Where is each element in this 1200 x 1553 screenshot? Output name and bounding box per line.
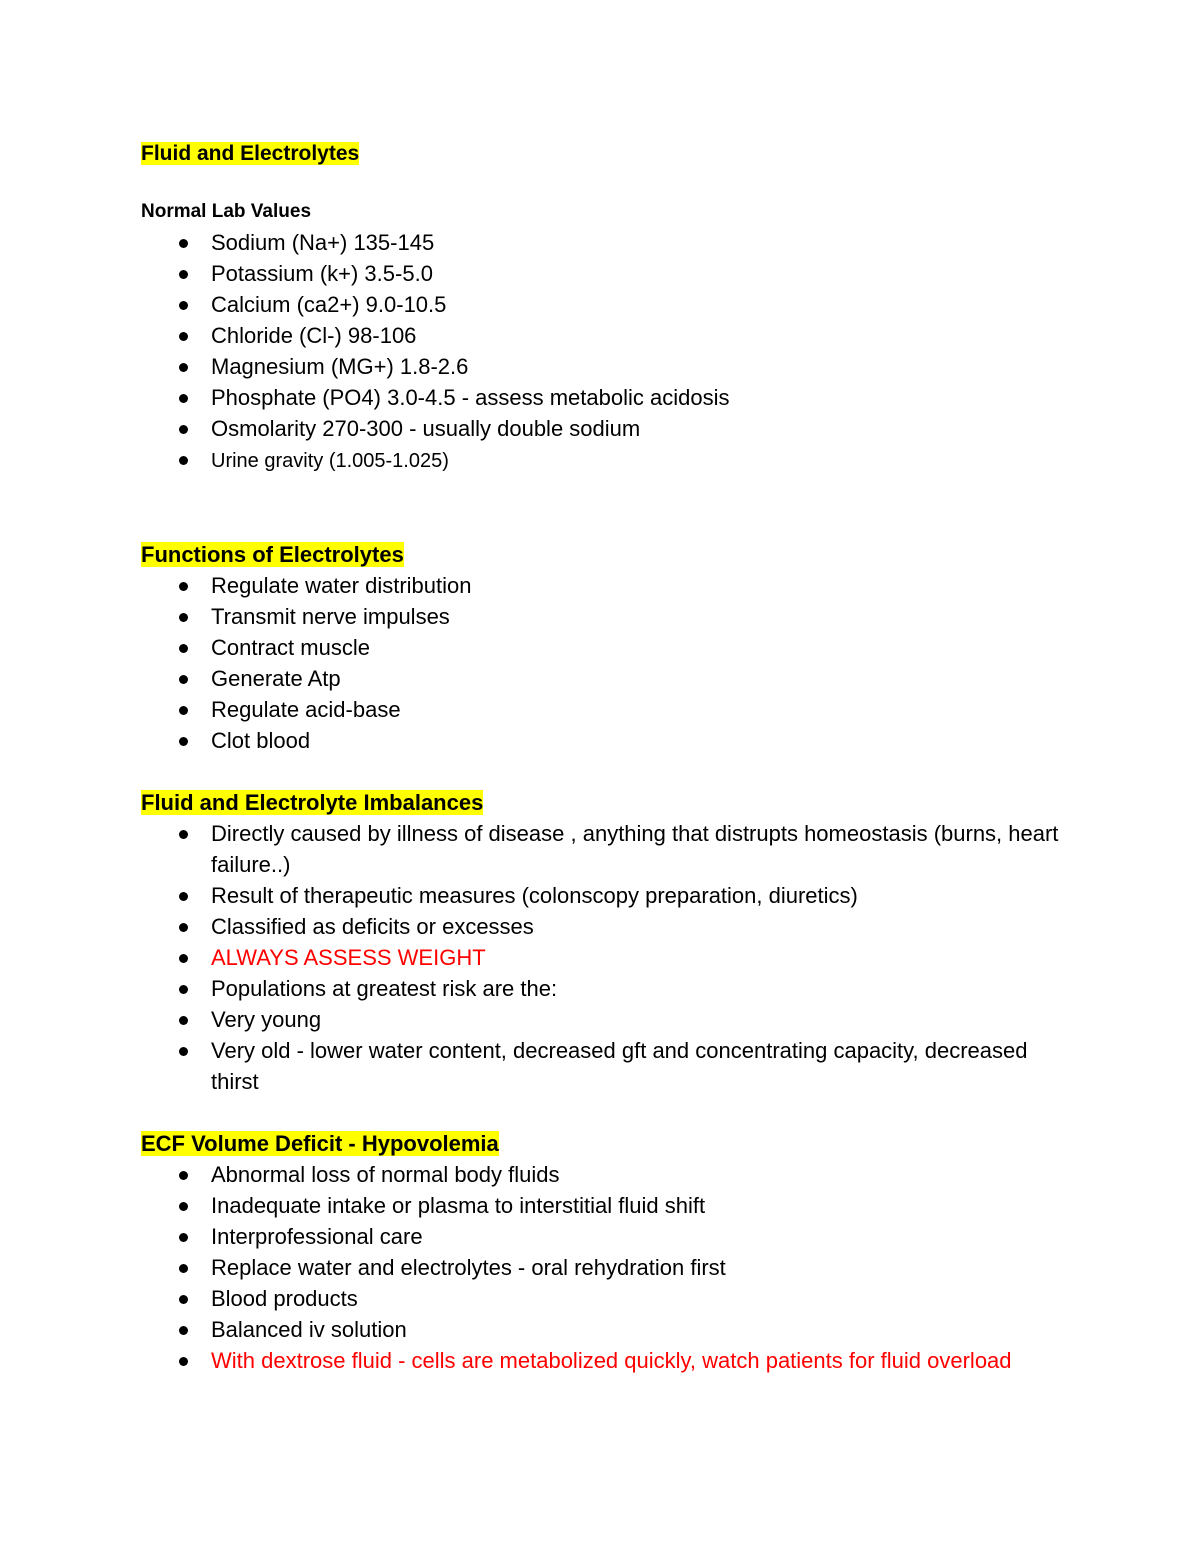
list-item-text: Blood products	[211, 1286, 358, 1311]
list-item	[141, 320, 1081, 351]
bullet-icon	[179, 270, 188, 279]
list-item-text: ALWAYS ASSESS WEIGHT	[211, 945, 486, 970]
functions-heading	[141, 539, 1081, 570]
bullet-icon	[179, 425, 188, 434]
spacer	[141, 477, 1081, 539]
bullet-icon	[179, 239, 188, 248]
list-item	[141, 1283, 1081, 1314]
list-item-text: Clot blood	[211, 728, 311, 753]
list-item-text: Inadequate intake or plasma to interstitial fluid shift	[211, 1193, 706, 1218]
bullet-icon	[179, 675, 188, 684]
list-item	[141, 1252, 1081, 1283]
list-item	[141, 1345, 1081, 1376]
list-item-text: Sodium (Na+) 135-145	[211, 230, 435, 255]
bullet-icon	[179, 923, 188, 932]
hypovolemia-heading-text: ECF Volume Deficit - Hypovolemia	[141, 1131, 499, 1156]
list-item-text: Directly caused by illness of disease , anything that distrupts homeostasis (burns, heart failure..)	[211, 821, 1059, 877]
bullet-icon	[179, 1016, 188, 1025]
lab-values-list	[141, 227, 1081, 477]
list-item	[141, 601, 1081, 632]
bullet-icon	[179, 706, 188, 715]
list-item	[141, 632, 1081, 663]
list-item-text: Very young	[211, 1007, 322, 1032]
list-item	[141, 973, 1081, 1004]
bullet-icon	[179, 332, 188, 341]
list-item-text: Osmolarity 270-300 - usually double sodium	[211, 416, 641, 441]
bullet-icon	[179, 456, 188, 465]
bullet-icon	[179, 985, 188, 994]
bullet-icon	[179, 301, 188, 310]
list-item	[141, 1159, 1081, 1190]
bullet-icon	[179, 394, 188, 403]
list-item-text: Transmit nerve impulses	[211, 604, 450, 629]
list-item-text: Classified as deficits or excesses	[211, 914, 534, 939]
spacer	[141, 1097, 1081, 1128]
list-item	[141, 382, 1081, 413]
list-item	[141, 351, 1081, 382]
list-item-text: Regulate water distribution	[211, 573, 472, 598]
list-item-text: Magnesium (MG+) 1.8-2.6	[211, 354, 469, 379]
imbalances-list	[141, 818, 1081, 1097]
list-item	[141, 570, 1081, 601]
list-item	[141, 818, 1081, 880]
document-page	[141, 138, 1081, 1376]
lab-values-heading: Normal Lab Values	[141, 201, 312, 222]
list-item	[141, 1004, 1081, 1035]
list-item-text: Contract muscle	[211, 635, 370, 660]
list-item	[141, 1314, 1081, 1345]
bullet-icon	[179, 1326, 188, 1335]
bullet-icon	[179, 737, 188, 746]
document-title-text: Fluid and Electrolytes	[141, 142, 360, 165]
bullet-icon	[179, 613, 188, 622]
list-item	[141, 663, 1081, 694]
list-item-text: Result of therapeutic measures (colonscopy preparation, diuretics)	[211, 883, 858, 908]
list-item-text: Interprofessional care	[211, 1224, 423, 1249]
bullet-icon	[179, 830, 188, 839]
list-item-text: Phosphate (PO4) 3.0-4.5 - assess metabolic acidosis	[211, 385, 730, 410]
list-item-text: Generate Atp	[211, 666, 341, 691]
list-item-text: Balanced iv solution	[211, 1317, 407, 1342]
spacer	[141, 756, 1081, 787]
list-item	[141, 1221, 1081, 1252]
document-title	[141, 138, 1081, 169]
bullet-icon	[179, 1357, 188, 1366]
list-item	[141, 694, 1081, 725]
bullet-icon	[179, 1171, 188, 1180]
bullet-icon	[179, 582, 188, 591]
list-item-text: Chloride (Cl-) 98-106	[211, 323, 417, 348]
list-item-text: Regulate acid-base	[211, 697, 401, 722]
list-item	[141, 942, 1081, 973]
bullet-icon	[179, 1233, 188, 1242]
list-item	[141, 258, 1081, 289]
list-item	[141, 911, 1081, 942]
bullet-icon	[179, 892, 188, 901]
list-item-text: Abnormal loss of normal body fluids	[211, 1162, 560, 1187]
bullet-icon	[179, 1047, 188, 1056]
list-item-text: Populations at greatest risk are the:	[211, 976, 558, 1001]
list-item	[141, 1035, 1081, 1097]
list-item	[141, 1190, 1081, 1221]
list-item-text: With dextrose fluid - cells are metabolized quickly, watch patients for fluid overload	[211, 1348, 1012, 1373]
list-item	[141, 725, 1081, 756]
list-item-text: Replace water and electrolytes - oral rehydration first	[211, 1255, 726, 1280]
functions-list	[141, 570, 1081, 756]
list-item-text: Potassium (k+) 3.5-5.0	[211, 261, 433, 286]
hypovolemia-heading	[141, 1128, 1081, 1159]
list-item-text: Very old - lower water content, decreased gft and concentrating capacity, decreased thirst	[211, 1038, 1028, 1094]
bullet-icon	[179, 1295, 188, 1304]
list-item	[141, 444, 1081, 477]
bullet-icon	[179, 1264, 188, 1273]
bullet-icon	[179, 363, 188, 372]
bullet-icon	[179, 954, 188, 963]
list-item	[141, 880, 1081, 911]
list-item-text: Urine gravity (1.005-1.025)	[211, 450, 449, 472]
list-item-text: Calcium (ca2+) 9.0-10.5	[211, 292, 447, 317]
imbalances-heading-text: Fluid and Electrolyte Imbalances	[141, 790, 484, 815]
functions-heading-text: Functions of Electrolytes	[141, 542, 404, 567]
hypovolemia-list	[141, 1159, 1081, 1376]
bullet-icon	[179, 644, 188, 653]
imbalances-heading	[141, 787, 1081, 818]
list-item	[141, 289, 1081, 320]
list-item	[141, 413, 1081, 444]
bullet-icon	[179, 1202, 188, 1211]
list-item	[141, 227, 1081, 258]
